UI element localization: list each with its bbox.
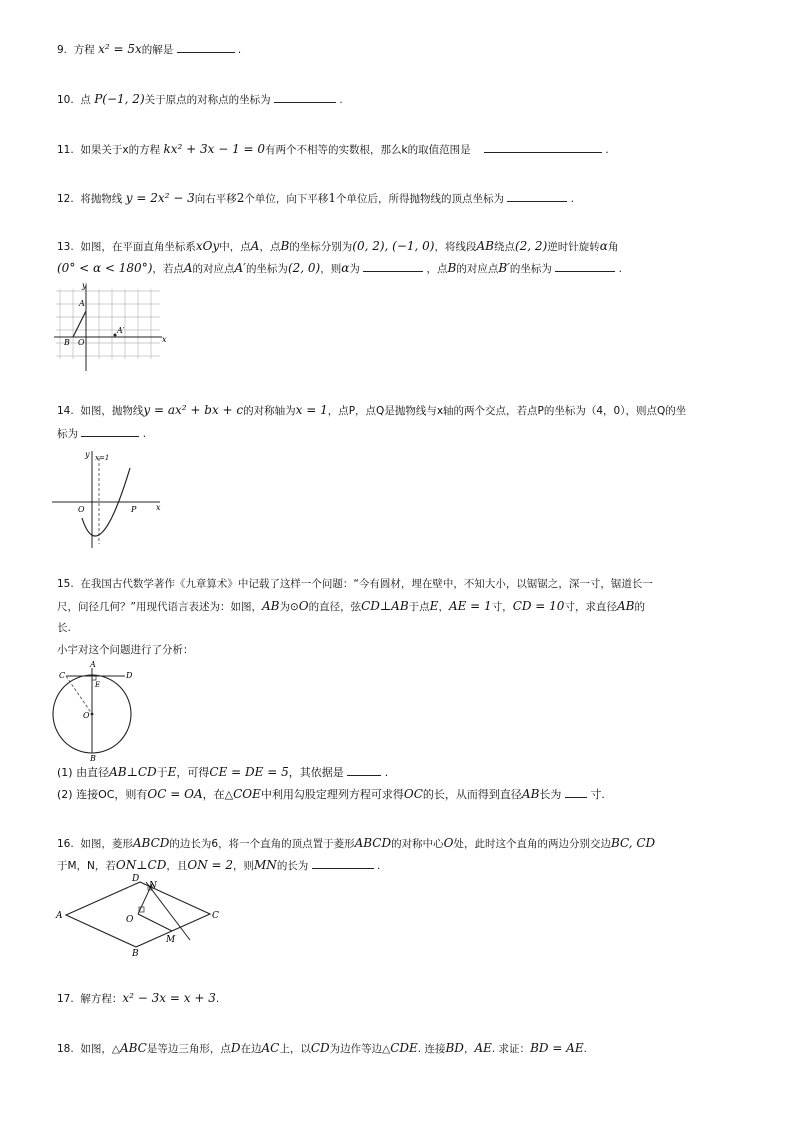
question-text: 在我国古代数学著作《九章算术》中记载了这样一个问题：“今有圆材，埋在壁中，不知大小，以锯锯之，深一寸，锯道长一 <box>80 578 653 590</box>
question-text: 是等边三角形，点 <box>146 1043 231 1055</box>
math-expression: AE = 1 <box>448 599 492 613</box>
question-18 <box>57 1040 754 1057</box>
question-number: 9. <box>57 44 68 56</box>
q14-parabola-figure <box>52 448 170 552</box>
math-expression: B <box>280 239 290 253</box>
math-expression: A <box>250 239 260 253</box>
label-o: O <box>78 505 85 514</box>
center-point <box>91 713 94 716</box>
question-15-line-1 <box>57 576 754 592</box>
question-text: 如图，菱形 <box>80 838 133 850</box>
answer-blank[interactable] <box>312 857 374 869</box>
math-expression: ABCD <box>354 836 392 850</box>
question-text: 寸，求直径 <box>564 601 617 613</box>
question-15-line-3 <box>57 620 754 636</box>
math-expression: (2, 0) <box>287 261 321 275</box>
label-a: A <box>79 299 85 308</box>
question-15-line-2 <box>57 598 754 615</box>
math-expression: (2, 2) <box>514 239 548 253</box>
label-d: D <box>132 874 140 884</box>
radius-oc <box>66 676 92 714</box>
punctuation: . <box>237 44 242 56</box>
question-text: 有两个不相等的实数根，那么k的取值范围是 <box>265 144 471 156</box>
label-o: O <box>78 338 85 347</box>
question-number: 18. <box>57 1043 74 1055</box>
question-text: 的坐标为 <box>245 263 288 275</box>
q15-analysis-step-1 <box>57 764 388 781</box>
question-15-line-4 <box>57 642 754 658</box>
answer-blank[interactable] <box>177 41 235 53</box>
math-expression: AE <box>474 1041 492 1055</box>
math-expression: AB⊥CD <box>109 765 157 779</box>
label-d: D <box>126 671 133 680</box>
question-text: 的对应点 <box>456 263 499 275</box>
question-text: 寸. <box>590 788 605 801</box>
math-expression: x = 1 <box>295 403 328 417</box>
q16-rhombus-figure <box>52 872 232 962</box>
punctuation: . <box>384 766 389 779</box>
number: 1 <box>328 191 337 205</box>
question-text: 绕点 <box>493 241 515 253</box>
math-expression: AB <box>616 599 635 613</box>
question-text: 处，此时这个直角的两边分别交边 <box>453 838 611 850</box>
math-expression: CD = 10 <box>512 599 565 613</box>
q15-circle-figure <box>50 658 140 762</box>
math-expression: xOy <box>195 239 220 253</box>
answer-blank[interactable] <box>347 764 381 776</box>
question-text: ，点P，点Q是抛物线与x轴的两个交点，若点P的坐标为（4，0），则点Q的坐 <box>327 405 687 417</box>
question-number: 10. <box>57 94 74 106</box>
answer-blank[interactable] <box>274 91 336 103</box>
math-expression: BD <box>445 1041 464 1055</box>
question-text: 的解是 <box>141 44 174 56</box>
question-text: 的对应点 <box>192 263 235 275</box>
math-expression: CD <box>310 1041 330 1055</box>
answer-blank-alpha[interactable] <box>363 260 423 272</box>
math-expression: AB <box>476 239 494 253</box>
punctuation: . <box>142 428 147 440</box>
question-text: 关于原点的对称点的坐标为 <box>144 94 271 106</box>
math-expression: OC = OA <box>147 787 203 801</box>
question-text: (2) 连接OC，则有 <box>57 788 148 801</box>
label-b: B <box>64 338 70 347</box>
question-text: . 连接 <box>417 1043 446 1055</box>
math-expression: (0° < α < 180°) <box>57 261 153 275</box>
x-axis-label: x <box>162 335 167 344</box>
question-text: . 求证： <box>491 1043 531 1055</box>
question-text: ，点 <box>259 241 281 253</box>
math-expression: BC, CD <box>610 836 656 850</box>
math-expression: AB <box>521 787 540 801</box>
math-expression: y = ax² + bx + c <box>143 403 244 417</box>
question-text: 角 <box>607 241 619 253</box>
question-text: ，其依据是 <box>288 766 344 779</box>
question-text: ，点 <box>426 263 448 275</box>
question-number: 15. <box>57 578 74 590</box>
math-expression: O <box>443 836 454 850</box>
question-text: 的对称轴为 <box>243 405 296 417</box>
question-text: 向右平移 <box>194 193 237 205</box>
math-expression: CDE <box>390 1041 418 1055</box>
label-b: B <box>90 754 96 762</box>
q13-coordinate-grid-figure <box>52 281 172 373</box>
math-expression: (0, 2), (−1, 0) <box>352 239 435 253</box>
question-14-line-2 <box>57 425 754 442</box>
label-m: M <box>166 935 176 945</box>
math-expression: x² − 3x = x + 3 <box>122 991 216 1005</box>
question-text: 逆时针旋转 <box>547 241 600 253</box>
math-expression: E <box>167 765 177 779</box>
question-text: 寸， <box>491 601 513 613</box>
label-a-prime: A′ <box>117 326 125 335</box>
math-expression: A <box>183 261 193 275</box>
question-number: 13. <box>57 241 74 253</box>
label-b: B <box>132 949 139 959</box>
question-text: 的长为 <box>276 860 309 872</box>
question-text: 方程 <box>73 44 95 56</box>
question-text: ，将线段 <box>434 241 477 253</box>
math-expression: α <box>599 239 608 253</box>
question-text: 在边 <box>240 1043 262 1055</box>
punctuation: . <box>618 263 622 275</box>
question-text: 于 <box>156 766 168 779</box>
question-text: ，则 <box>233 860 255 872</box>
math-expression: MN <box>254 858 277 872</box>
question-text: 的对称中心 <box>391 838 444 850</box>
question-text: 的边长为6，将一个直角的顶点置于菱形 <box>169 838 355 850</box>
question-text: 如果关于x的方程 <box>80 144 161 156</box>
question-number: 12. <box>57 193 74 205</box>
question-text: 为边作等边△ <box>329 1043 391 1055</box>
question-text: 长. <box>57 622 71 634</box>
question-text: 中利用勾股定理列方程可求得 <box>260 788 404 801</box>
punctuation: . <box>570 193 575 205</box>
question-text: 将抛物线 <box>80 193 123 205</box>
label-a: A <box>90 660 96 669</box>
question-17 <box>57 990 754 1007</box>
question-text: ，且 <box>166 860 188 872</box>
math-expression: ON = 2 <box>187 858 234 872</box>
question-text: 个单位，向下平移 <box>244 193 329 205</box>
punctuation: . <box>583 1043 587 1055</box>
question-text: ，则 <box>320 263 342 275</box>
question-number: 11. <box>57 144 74 156</box>
question-11 <box>57 141 754 158</box>
question-text: 的坐标为 <box>509 263 552 275</box>
punctuation: . <box>377 860 381 872</box>
number: 2 <box>236 191 245 205</box>
answer-blank[interactable] <box>565 786 587 798</box>
label-a: A <box>56 911 63 921</box>
question-text: 于点 <box>408 601 430 613</box>
question-text: 个单位后，所得抛物线的顶点坐标为 <box>336 193 505 205</box>
y-axis-label: y <box>85 450 90 459</box>
question-13-line-2 <box>57 260 754 277</box>
question-text: 上，以 <box>279 1043 311 1055</box>
math-expression: COE <box>233 787 261 801</box>
x-axis-label: x <box>156 503 161 512</box>
question-text: 的直径，弦 <box>308 601 362 613</box>
answer-blank[interactable] <box>484 141 602 153</box>
question-text: ，若点 <box>152 263 184 275</box>
math-expression: ON⊥CD <box>115 858 167 872</box>
question-12 <box>57 190 754 207</box>
math-expression: ABCD <box>132 836 170 850</box>
grid-lines <box>56 289 160 359</box>
question-text: 点 <box>80 94 91 106</box>
punctuation: . <box>215 993 220 1005</box>
question-text: ， <box>438 601 449 613</box>
label-o: O <box>83 711 90 720</box>
math-expression: B <box>447 261 457 275</box>
label-p: P <box>131 505 137 514</box>
question-text: 中，点 <box>219 241 251 253</box>
math-expression: D <box>230 1041 241 1055</box>
label-c: C <box>212 911 219 921</box>
question-text: 长为 <box>539 788 562 801</box>
q15-analysis-step-2 <box>57 786 605 803</box>
question-text: 的 <box>634 601 645 613</box>
question-13-line-1 <box>57 238 754 255</box>
math-expression: kx² + 3x − 1 = 0 <box>163 142 266 156</box>
label-n: N <box>149 881 157 891</box>
answer-blank[interactable] <box>507 190 567 202</box>
math-expression: B′ <box>498 261 510 275</box>
question-10 <box>57 91 754 108</box>
math-expression: P(−1, 2) <box>94 92 145 106</box>
question-text: 于M，N，若 <box>57 860 116 872</box>
math-expression: AB <box>261 599 280 613</box>
question-text: 为⊙ <box>279 601 299 613</box>
segment-ab <box>73 311 86 337</box>
question-16-line-1 <box>57 835 754 852</box>
question-number: 16. <box>57 838 74 850</box>
question-text: ，在△ <box>202 788 234 801</box>
math-expression: O <box>298 599 309 613</box>
label-o: O <box>126 915 134 925</box>
math-expression: ABC <box>119 1041 147 1055</box>
math-expression: BD = AE <box>530 1041 584 1055</box>
question-14-line-1 <box>57 402 754 419</box>
math-expression: x² = 5x <box>98 42 142 56</box>
question-text: 为 <box>349 263 360 275</box>
question-text: (1) 由直径 <box>57 766 110 779</box>
label-e: E <box>95 681 101 689</box>
symmetry-axis-label: x=1 <box>95 454 110 462</box>
punctuation: . <box>339 94 343 106</box>
question-text: 如图，△ <box>80 1043 120 1055</box>
punctuation: . <box>605 144 609 156</box>
math-expression: E <box>429 599 439 613</box>
question-text: ，可得 <box>176 766 210 779</box>
question-9 <box>57 41 754 58</box>
math-expression: α <box>341 261 350 275</box>
question-text: 标为 <box>57 428 78 440</box>
question-text: 如图，抛物线 <box>80 405 144 417</box>
question-text: 尺，问径几何？”用现代语言表述为：如图， <box>57 601 262 613</box>
question-number: 14. <box>57 405 74 417</box>
answer-blank-b-prime[interactable] <box>555 260 615 272</box>
question-number: 17. <box>57 993 74 1005</box>
math-expression: CD⊥AB <box>361 599 409 613</box>
question-text: 的长，从而得到直径 <box>422 788 522 801</box>
question-text: 的坐标分别为 <box>289 241 353 253</box>
right-angle-mark <box>92 676 96 680</box>
math-expression: AC <box>261 1041 280 1055</box>
math-expression: OC <box>403 787 423 801</box>
math-expression: y = 2x² − 3 <box>125 191 195 205</box>
question-text: 如图，在平面直角坐标系 <box>80 241 196 253</box>
question-text: 解方程： <box>80 993 123 1005</box>
answer-blank[interactable] <box>81 425 139 437</box>
math-expression: CE = DE = 5 <box>209 765 289 779</box>
math-expression: A′ <box>234 261 246 275</box>
question-text: 小宇对这个问题进行了分析： <box>57 644 194 656</box>
question-text: ， <box>463 1043 475 1055</box>
label-c: C <box>59 671 66 680</box>
y-axis-label: y <box>82 281 87 290</box>
segment-om <box>138 914 172 931</box>
